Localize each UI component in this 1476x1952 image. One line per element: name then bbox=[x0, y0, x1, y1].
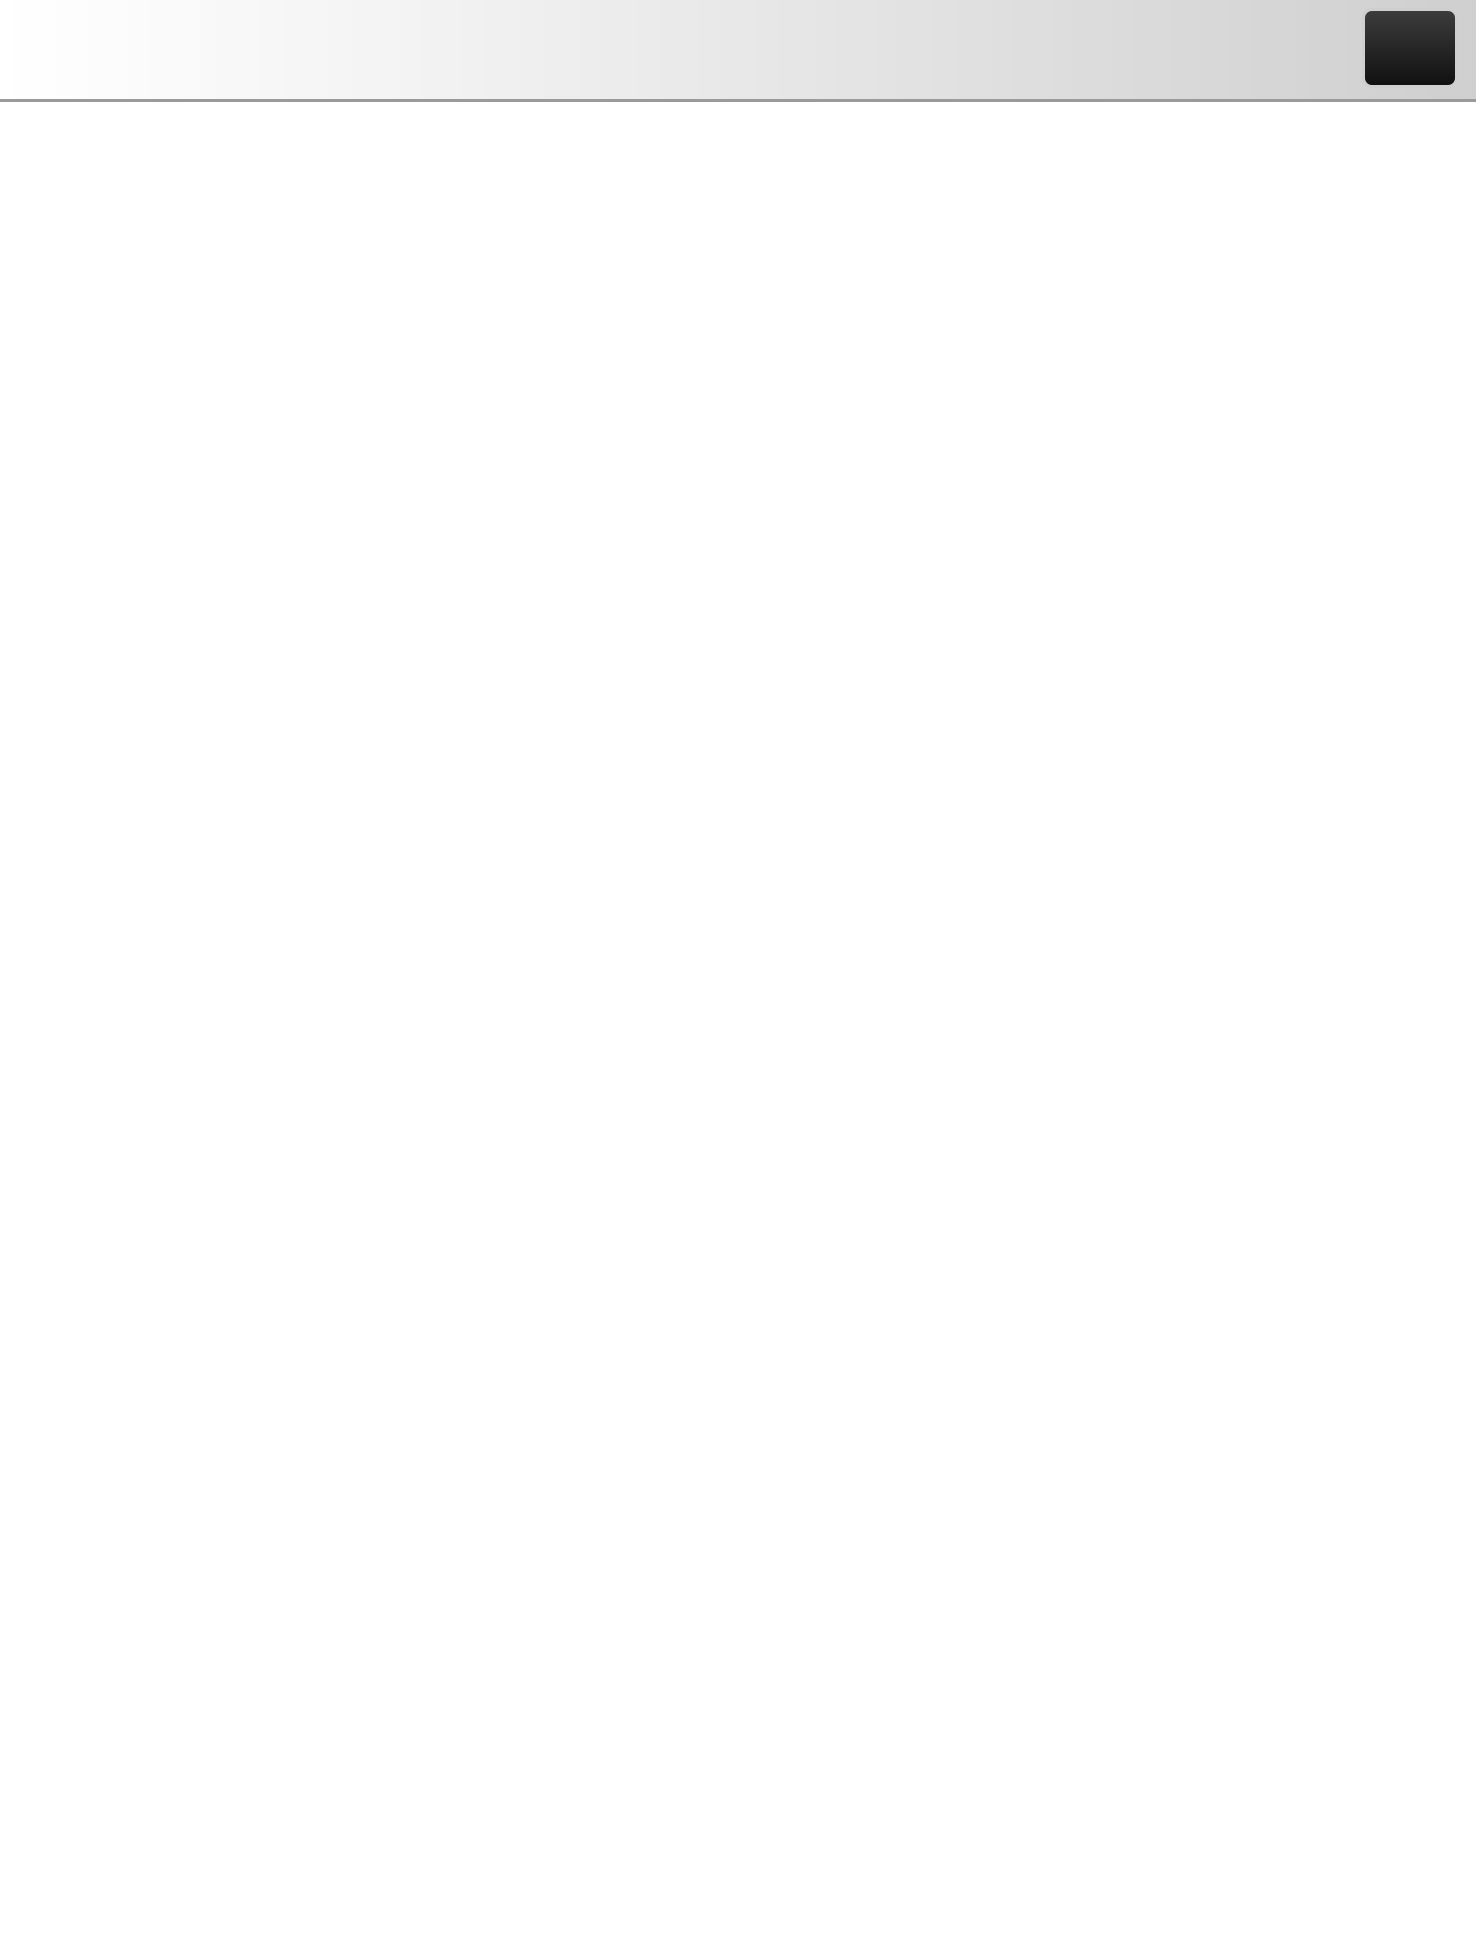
header-rule bbox=[0, 99, 1476, 102]
universal-self-scorer-logo bbox=[1362, 8, 1458, 88]
page-header bbox=[0, 0, 1476, 100]
